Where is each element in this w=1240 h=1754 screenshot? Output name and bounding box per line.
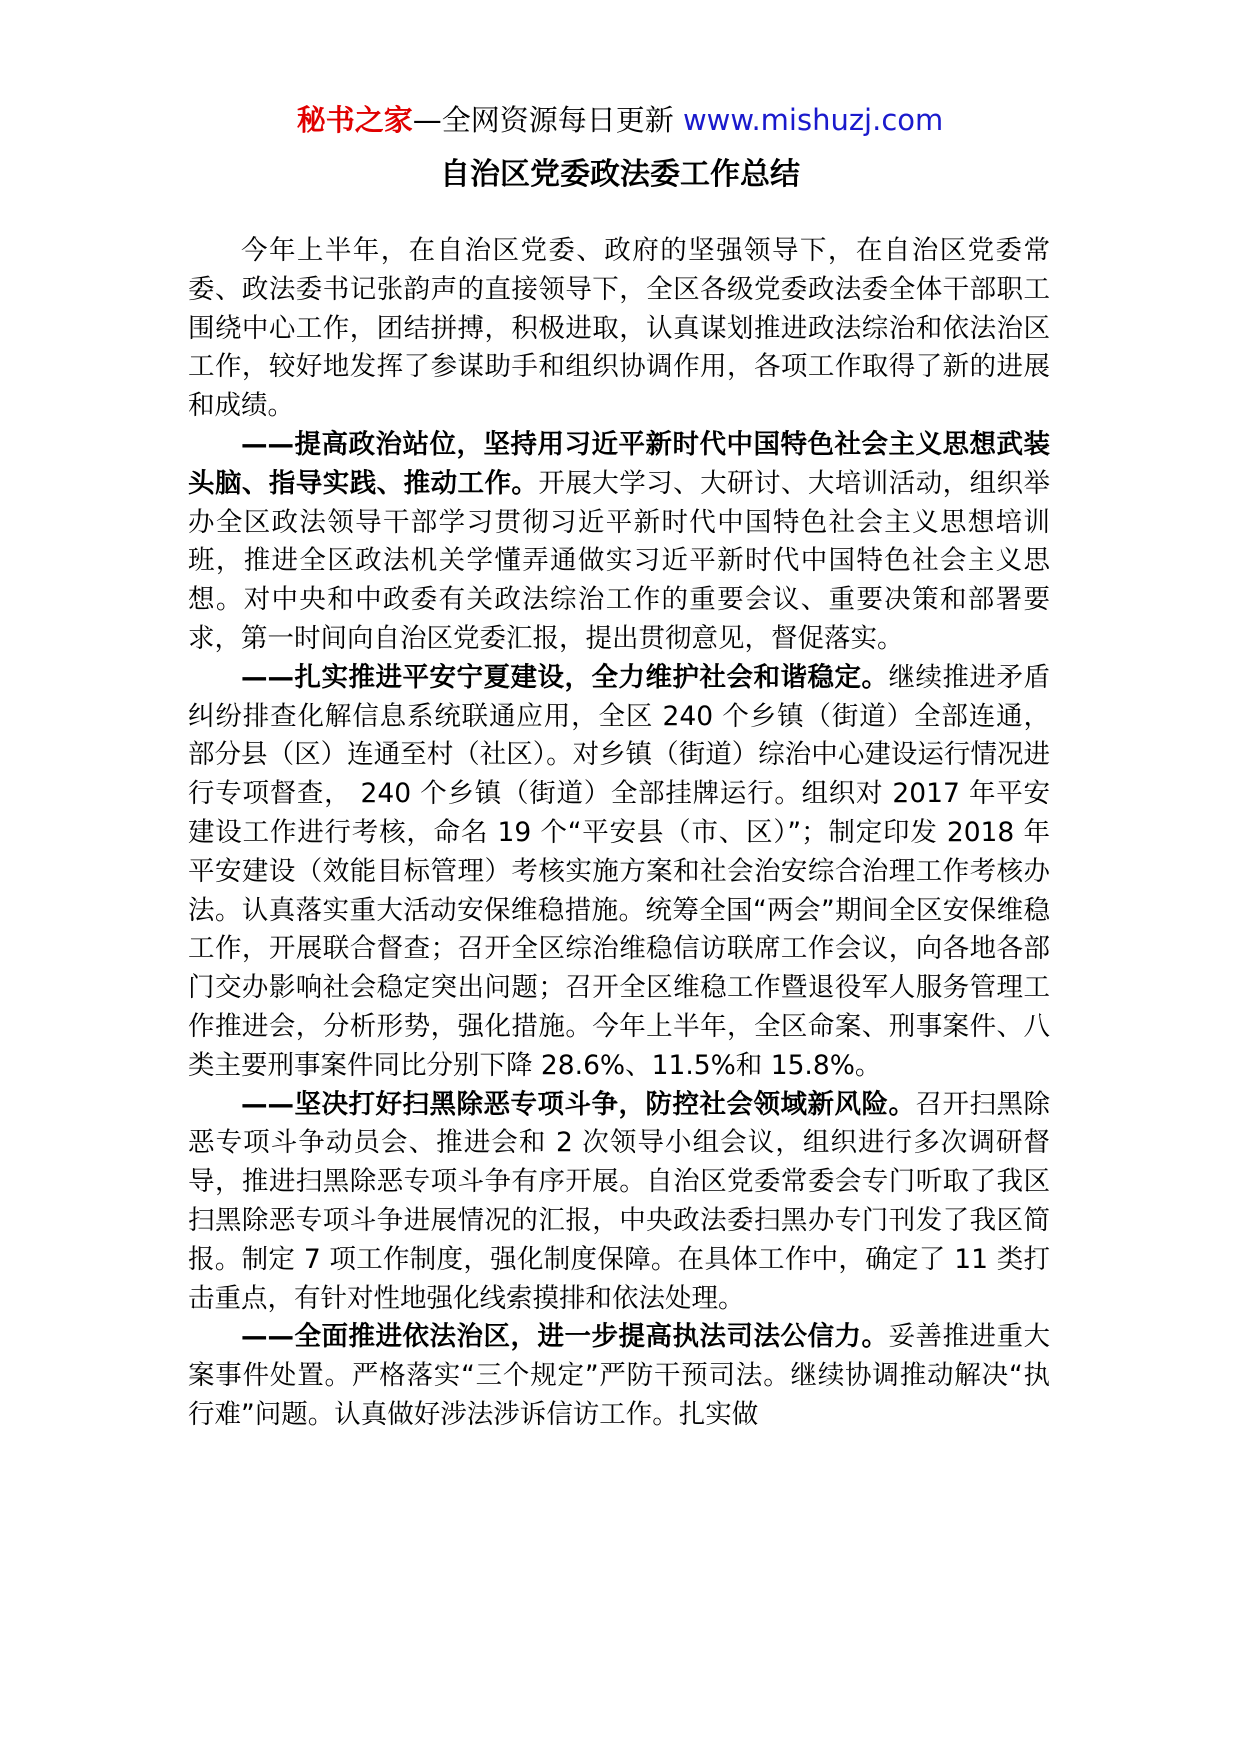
section-text: 召开扫黑除恶专项斗争动员会、推进会和 2 次领导小组会议，组织进行多次调研督导，推进扫黑除恶专项斗争有序开展。自治区党委常委会专门听取了我区扫黑除恶专项斗争进展情况的汇报，中央政法委扫黑办专门刊发了我区简报。制定 7 项工作制度，强化制度保障。在具体工作中，确定了 11 类打击重点，有针对性地强化线索摸排和依法处理。: [188, 1088, 1050, 1314]
section-paragraph: [188, 659, 1050, 1086]
section-paragraph: [188, 1086, 1050, 1319]
document-title: 自治区党委政法委工作总结: [440, 157, 800, 192]
section-heading: ——坚决打好扫黑除恶专项斗争，防控社会领域新风险。: [241, 1088, 916, 1120]
header-tagline: —全网资源每日更新: [412, 103, 674, 137]
section-heading: ——扎实推进平安宁夏建设，全力维护社会和谐稳定。: [241, 661, 889, 693]
section-heading: ——提高政治站位，坚持用习近平新时代中国特色社会主义思想武装头脑、指导实践、推动工作。: [188, 428, 1050, 499]
section-paragraph: [188, 1318, 1050, 1434]
section-heading: ——全面推进依法治区，进一步提高执法司法公信力。: [241, 1321, 889, 1353]
site-url-link[interactable]: www.mishuzj.com: [682, 103, 944, 137]
section-text: 开展大学习、大研讨、大培训活动，组织举办全区政法领导干部学习贯彻习近平新时代中国特色社会主义思想培训班，推进全区政法机关学懂弄通做实习近平新时代中国特色社会主义思想。对中央和中政委有关政法综治工作的重要会议、重要决策和部署要求，第一时间向自治区党委汇报，提出贯彻意见，督促落实。: [188, 467, 1051, 654]
section-paragraph: [188, 426, 1050, 659]
section-text: 继续推进矛盾纠纷排查化解信息系统联通应用，全区 240 个乡镇（街道）全部连通，部分县（区）连通至村（社区）。对乡镇（街道）综治中心建设运行情况进行专项督查， 240 个乡镇（街道）全部挂牌运行。组织对 2017 年平安建设工作进行考核，命名 19 个“平安县（市、区）”；制定印发 2018 年平安建设（效能目标管理）考核实施方案和社会治安综合治理工作考核办法。认真落实重大活动安保维稳措施。统筹全国“两会”期间全区安保维稳工作，开展联合督查；召开全区综治维稳信访联席工作会议，向各地各部门交办影响社会稳定突出问题；召开全区维稳工作暨退役军人服务管理工作推进会，分析形势，强化措施。今年上半年，全区命案、刑事案件、八类主要刑事案件同比分别下降 28.6%、11.5%和 15.8%。: [188, 661, 1050, 1081]
site-header: [0, 100, 1240, 140]
section-text: 妥善推进重大案事件处置。严格落实“三个规定”严防干预司法。继续协调推动解决“执行难”问题。认真做好涉法涉诉信访工作。扎实做: [188, 1321, 1050, 1430]
document-body: [188, 232, 1050, 1435]
intro-paragraph: 今年上半年，在自治区党委、政府的坚强领导下，在自治区党委常委、政法委书记张韵声的直接领导下，全区各级党委政法委全体干部职工围绕中心工作，团结拼搏，积极进取，认真谋划推进政法综治和依法治区工作，较好地发挥了参谋助手和组织协调作用，各项工作取得了新的进展和成绩。: [188, 235, 1050, 422]
brand-name: 秘书之家: [296, 103, 413, 137]
